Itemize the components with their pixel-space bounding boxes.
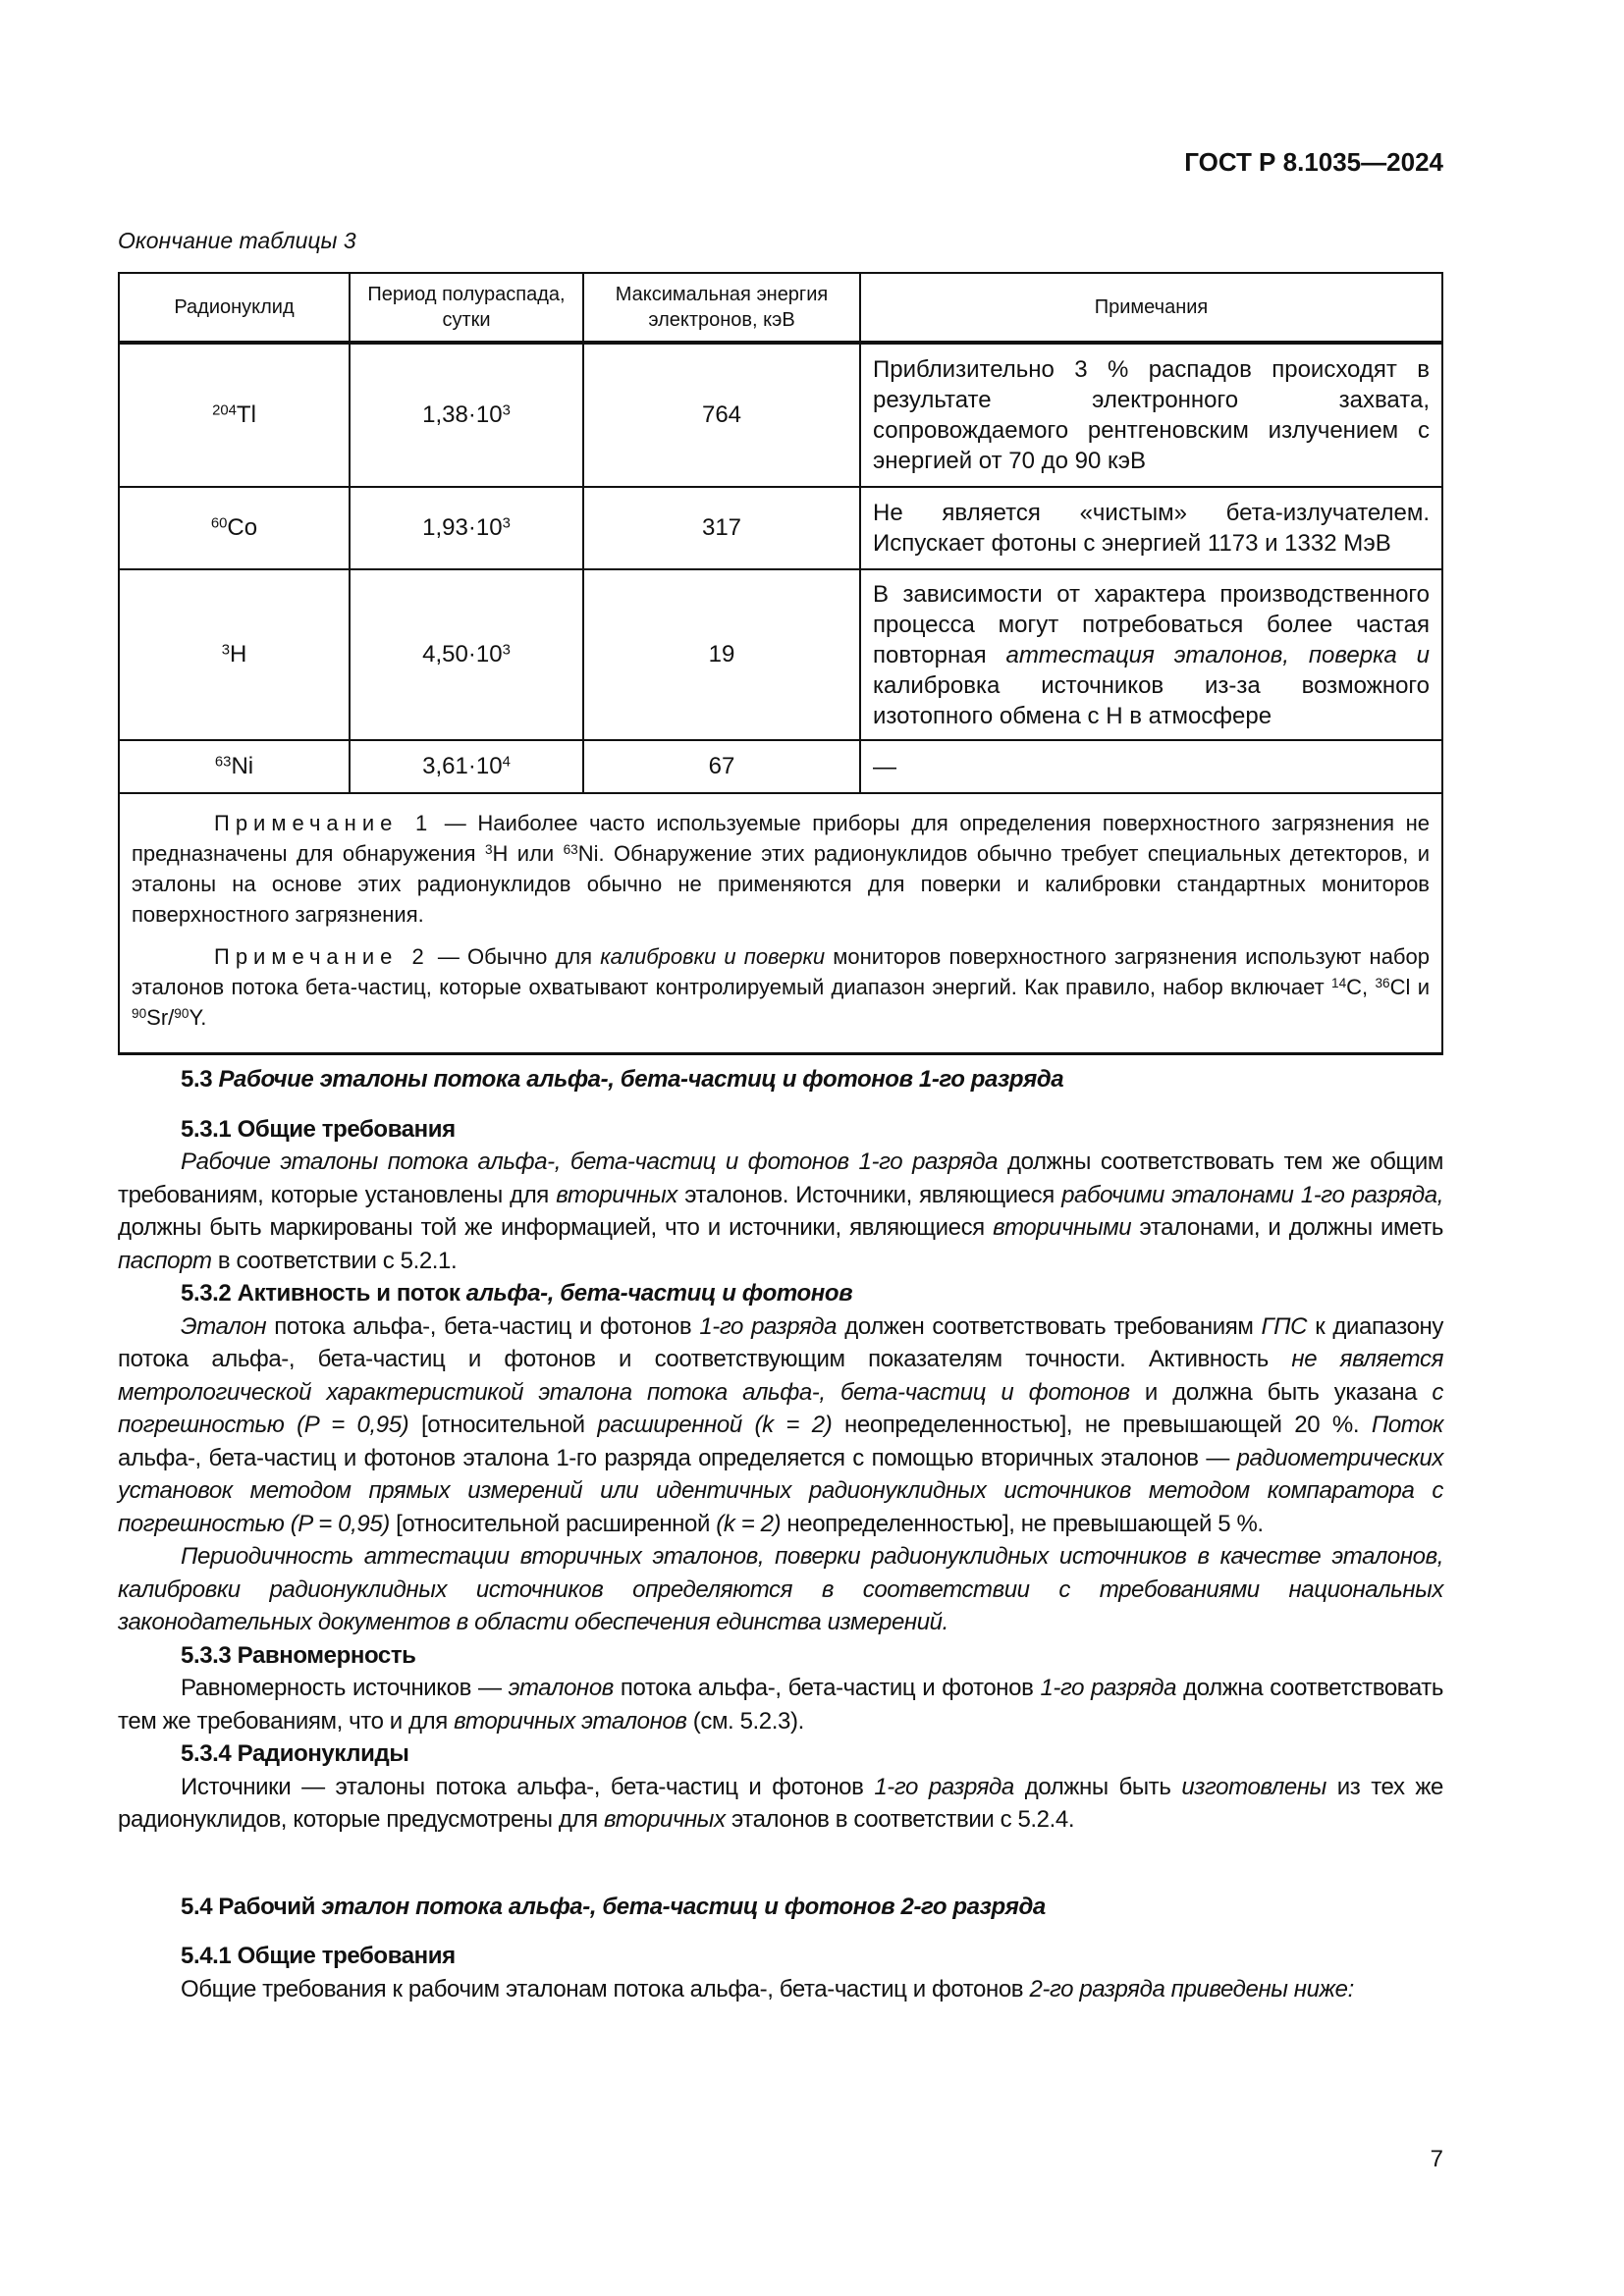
column-header: Радионуклид (119, 273, 350, 343)
italic-text: расширенной (k = 2) (597, 1412, 833, 1438)
text-run: эталонов в соответствии с 5.2.4. (725, 1806, 1075, 1833)
text-run: 5.3.1 Общие требования (181, 1115, 456, 1143)
text-run: — Наиболее часто используемые приборы для определения поверхностного загрязнения не предназначены для обнаружения (132, 811, 1430, 866)
spacer (118, 1837, 1443, 1874)
document-id: ГОСТ Р 8.1035—2024 (1184, 147, 1443, 177)
table-notes (119, 793, 1442, 1054)
element-symbol: Co (227, 514, 258, 541)
italic-text: 1-го разряда (699, 1312, 838, 1340)
table-row (119, 569, 1442, 740)
text-run: 5.4 Рабочий (181, 1893, 322, 1920)
paragraph (118, 1540, 1443, 1639)
table-row (119, 487, 1442, 569)
text-run: должны быть маркированы той же информацией, что и источники, являющиеся (118, 1214, 994, 1241)
text-run: Sr/ (146, 1005, 175, 1030)
text-run: из тех же радионуклидов, которые предусмотрены для (118, 1773, 1443, 1833)
text-run: — Обычно для (429, 944, 601, 969)
text-run: в соответствии с 5.2.1. (211, 1247, 458, 1274)
text-run: Источники — эталоны потока альфа-, бета-частиц и фотонов (181, 1773, 875, 1800)
notes-cell (860, 740, 1442, 793)
text-run: калибровка источников из-за возможного изотопного обмена с H в атмосфере (873, 671, 1430, 729)
table-note (132, 941, 1430, 1033)
superscript: 36 (1375, 976, 1390, 991)
paragraph (118, 1973, 1443, 2006)
section-heading (118, 1639, 1443, 1673)
italic-text: не является метрологической характеристикой эталона потока альфа-, бета-частиц и фотонов (118, 1346, 1443, 1406)
italic-text: вторичных (556, 1181, 677, 1208)
half-life-value: 1,93·10 (422, 514, 503, 541)
italic-text: вторичных (603, 1806, 726, 1833)
italic-text: Периодичность аттестации вторичных эталонов, поверки радионуклидных источников в качестве эталонов, калибровки радионуклидных источников определяются в соответствии с требованиями национальных законодательных документов в области обеспечения единства измерений. (118, 1543, 1443, 1635)
radionuclide-cell (119, 487, 350, 569)
superscript: 90 (132, 1006, 147, 1022)
exponent: 3 (502, 515, 511, 532)
text-run: должен соответствовать требованиям (837, 1312, 1262, 1340)
section-heading (118, 1737, 1443, 1771)
italic-text: Рабочие эталоны потока альфа-, бета-частиц и фотонов 1-го разряда (218, 1066, 1064, 1093)
text-run: Ni. Обнаружение этих радионуклидов обычно требует специальных детекторов, и эталоны на основе этих радионуклидов обычно не применяются для поверки и калибровки стандартных мониторов поверхностного загрязнения. (132, 841, 1430, 927)
document-body (118, 1046, 1443, 2005)
half-life-cell (350, 487, 583, 569)
mass-number: 3 (221, 642, 230, 659)
radionuclide-cell (119, 343, 350, 487)
element-symbol: H (229, 641, 247, 667)
text-run: неопределенностью], не превышающей 20 %. (832, 1412, 1372, 1438)
section-heading (118, 1063, 1443, 1096)
text-run: альфа-, бета-частиц и фотонов эталона 1-го разряда определяется с помощью вторичных эталонов — (118, 1444, 1237, 1471)
column-header: Примечания (860, 273, 1442, 343)
energy-cell: 317 (583, 487, 860, 569)
italic-text: 1-го разряда (874, 1773, 1014, 1800)
table-header-row (119, 273, 1442, 343)
section-heading (118, 1113, 1443, 1147)
text-run: и должна быть указана (1129, 1378, 1433, 1406)
italic-text: рабочими эталонами 1-го разряда, (1061, 1181, 1444, 1208)
text-run: мониторов поверхностного загрязнения используют набор эталонов потока бета-частиц, которые охватывают контролируемый диапазон энергий. Как правило, набор включает (132, 944, 1431, 999)
italic-text: вторичных эталонов (454, 1707, 687, 1735)
italic-text: калибровки и поверки (600, 944, 826, 969)
italic-text: (k = 2) (716, 1510, 782, 1537)
notes-cell (860, 487, 1442, 569)
mass-number: 60 (210, 515, 228, 532)
text-run: [относительной (408, 1412, 598, 1438)
energy-cell: 764 (583, 343, 860, 487)
italic-text: эталон потока альфа-, бета-частиц и фотонов 2-го разряда (321, 1893, 1046, 1920)
italic-text: Эталон (181, 1312, 267, 1340)
italic-text: вторичными (993, 1214, 1132, 1241)
text-run: 5.4.1 Общие требования (181, 1943, 456, 1969)
table-note (132, 808, 1430, 930)
italic-text: радиометрических установок методом прямых измерений или идентичных радионуклидных источников методом компаратора с погрешностью (P = 0,95) (118, 1444, 1443, 1537)
text-run: Cl и (1389, 975, 1431, 999)
text-run: 5.3.3 Равномерность (181, 1641, 416, 1669)
text-run: эталонами, и должны иметь (1131, 1214, 1443, 1241)
text-run: потока альфа-, бета-частиц и фотонов (266, 1312, 700, 1340)
half-life-value: 4,50·10 (422, 641, 503, 667)
text-run: C, (1346, 975, 1376, 999)
italic-text: изготовлены (1181, 1773, 1326, 1800)
text-run: Общие требования к рабочим эталонам потока альфа-, бета-частиц и фотонов (181, 1975, 1030, 2002)
exponent: 3 (502, 402, 511, 419)
half-life-cell (350, 343, 583, 487)
text-run: Примечание 2 (214, 944, 430, 969)
column-header: Период полураспада, сутки (350, 273, 583, 343)
radionuclide-cell (119, 740, 350, 793)
italic-text: с погрешностью (P = 0,95) (118, 1378, 1443, 1438)
text-run: эталонов. Источники, являющиеся (677, 1181, 1062, 1208)
text-run: должны соответствовать тем же общим требованиям, которые установлены для (118, 1148, 1443, 1208)
column-header: Максимальная энергия электронов, кэВ (583, 273, 860, 343)
italic-text: эталонов (508, 1675, 614, 1701)
text-run: потока альфа-, бета-частиц и фотонов (613, 1675, 1041, 1701)
text-run: В зависимости от характера производственного процесса могут потребоваться более частая повторная (873, 580, 1430, 668)
superscript: 3 (484, 842, 493, 858)
text-run: Приблизительно 3 % распадов происходят в результате электронного захвата, сопровождаемого рентгеновским излучением с энергией от 70 до 90 кэВ (873, 356, 1430, 474)
element-symbol: Ni (231, 753, 254, 779)
text-run: Равномерность источников — (181, 1675, 509, 1701)
paragraph (118, 1310, 1443, 1541)
text-run: неопределенностью], не превышающей 5 %. (781, 1510, 1264, 1537)
italic-text: паспорт (118, 1247, 212, 1274)
text-run: [относительной расширенной (389, 1510, 717, 1537)
exponent: 3 (502, 642, 511, 659)
energy-cell: 67 (583, 740, 860, 793)
table-row (119, 343, 1442, 487)
mass-number: 63 (214, 754, 232, 771)
text-run: 5.3 (181, 1066, 219, 1093)
half-life-cell (350, 569, 583, 740)
radionuclide-table (118, 272, 1443, 1055)
radionuclide-cell (119, 569, 350, 740)
notes-cell (860, 343, 1442, 487)
italic-text: альфа-, бета-частиц и фотонов (465, 1280, 853, 1307)
mass-number: 204 (212, 402, 237, 419)
superscript: 63 (563, 842, 578, 858)
text-run: 5.3.4 Радионуклиды (181, 1740, 409, 1767)
element-symbol: Tl (236, 401, 256, 428)
half-life-value: 1,38·10 (422, 401, 503, 428)
text-run: должны быть (1013, 1773, 1182, 1800)
italic-text: Рабочие эталоны потока альфа-, бета-частиц и фотонов 1-го разряда (181, 1148, 999, 1175)
superscript: 90 (174, 1006, 189, 1022)
text-run: 5.3.2 Активность и поток (181, 1280, 466, 1307)
half-life-value: 3,61·10 (422, 753, 503, 779)
italic-text: ГПС (1261, 1312, 1308, 1340)
italic-text: аттестация эталонов, поверка и (1005, 641, 1430, 668)
table-row (119, 740, 1442, 793)
table-continuation-label: Окончание таблицы 3 (118, 228, 356, 253)
section-heading (118, 1891, 1443, 1924)
italic-text: Поток (1371, 1412, 1443, 1438)
table-notes-row (119, 793, 1442, 1054)
half-life-cell (350, 740, 583, 793)
italic-text: 2-го разряда приведены ниже: (1029, 1975, 1354, 2002)
text-run: к диапазону потока альфа-, бета-частиц и фотонов и соответствующим показателям точности. Активность (118, 1312, 1443, 1372)
text-run: Y. (189, 1005, 207, 1030)
superscript: 14 (1331, 976, 1347, 991)
exponent: 4 (502, 754, 511, 771)
section-heading (118, 1940, 1443, 1973)
italic-text: 1-го разряда (1040, 1675, 1177, 1701)
energy-cell: 19 (583, 569, 860, 740)
text-run: должна соответствовать тем же требованиям, что и для (118, 1675, 1443, 1735)
paragraph (118, 1146, 1443, 1277)
text-run: — (873, 753, 896, 780)
text-run: H или (492, 841, 564, 866)
text-run: Не является «чистым» бета-излучателем. Испускает фотоны с энергией 1173 и 1332 МэВ (873, 500, 1430, 557)
notes-cell (860, 569, 1442, 740)
text-run: Примечание 1 (214, 811, 434, 835)
page-number: 7 (1430, 2146, 1443, 2172)
text-run: (см. 5.2.3). (686, 1707, 804, 1735)
paragraph (118, 1672, 1443, 1737)
section-heading (118, 1277, 1443, 1310)
paragraph (118, 1771, 1443, 1837)
